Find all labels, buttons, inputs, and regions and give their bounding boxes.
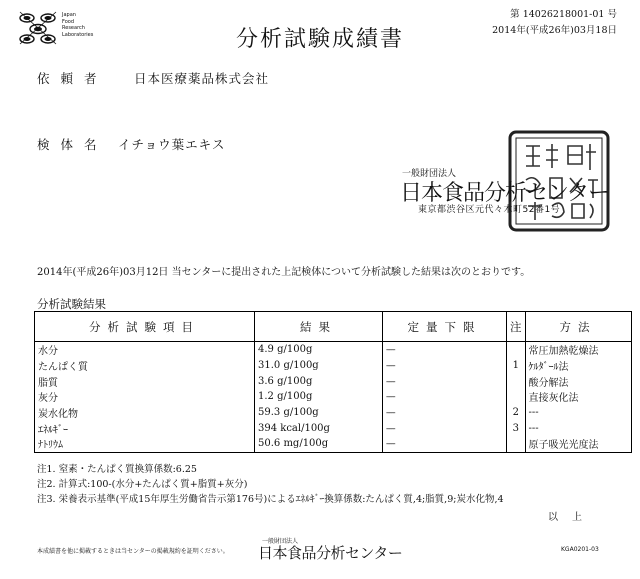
column-header-method: 方法 — [525, 312, 631, 342]
row-item: 炭水化物 — [35, 405, 255, 421]
footer-form-code: KGA0201-03 — [561, 546, 599, 553]
row-item: 脂質 — [35, 373, 255, 389]
row-item: ｴﾈﾙｷﾞｰ — [35, 420, 255, 436]
row-method: 常圧加熱乾燥法 — [525, 342, 631, 358]
row-note: 3 — [507, 420, 526, 436]
table-row — [35, 358, 632, 374]
statement-text: 2014年(平成26年)03月12日 当センターに提出された上記検体について分析試験した結果は次のとおりです。 — [37, 267, 531, 278]
row-note: 1 — [507, 358, 526, 374]
table-row — [35, 405, 632, 421]
row-note: 2 — [507, 405, 526, 421]
row-method: 直接灰化法 — [525, 389, 631, 405]
row-note — [507, 436, 526, 452]
row-result: 1.2 g/100g — [255, 389, 383, 405]
footer-notice: 本成績書を他に掲載するときは当センターの掲載規約を証明ください。 — [37, 548, 229, 555]
footer-org-name: 日本食品分析センター — [258, 544, 403, 562]
row-result: 3.6 g/100g — [255, 373, 383, 389]
row-result: 31.0 g/100g — [255, 358, 383, 374]
row-limit: ----- — [383, 358, 507, 374]
table-row — [35, 389, 632, 405]
table-row — [35, 373, 632, 389]
issuer-prefix: 一般財団法人 — [402, 169, 457, 179]
table-row — [35, 342, 632, 358]
row-method: 原子吸光光度法 — [525, 436, 631, 452]
column-header-result: 結果 — [255, 312, 383, 342]
results-heading: 分析試験結果 — [37, 297, 106, 311]
note-3: 注3. 栄養表示基準(平成15年厚生労働省告示第176号)によるｴﾈﾙｷﾞｰ換算係数:たんぱく質,4;脂質,9;炭水化物,4 — [37, 494, 504, 505]
row-limit: ----- — [383, 373, 507, 389]
row-limit: ----- — [383, 420, 507, 436]
issue-date: 2014年(平成26年)03月18日 — [492, 25, 617, 36]
row-limit: ----- — [383, 342, 507, 358]
issuer-name: 日本食品分析センター — [400, 181, 610, 206]
column-header-note: 注 — [507, 312, 526, 342]
table-row — [35, 420, 632, 436]
column-header-limit: 定量下限 — [383, 312, 507, 342]
row-note — [507, 342, 526, 358]
end-mark: 以上 — [548, 512, 596, 523]
client-label: 依頼者 — [37, 71, 108, 86]
logo-line: Japan — [62, 12, 76, 18]
row-limit: ----- — [383, 436, 507, 452]
logo-line: Food — [62, 18, 74, 25]
column-header-item: 分析試験項目 — [35, 312, 255, 342]
row-method: --- — [525, 405, 631, 421]
row-note — [507, 373, 526, 389]
document-number: 第 14026218001-01 号 — [510, 9, 617, 20]
row-result: 394 kcal/100g — [255, 420, 383, 436]
row-result: 59.3 g/100g — [255, 405, 383, 421]
document-title: 分析試験成績書 — [235, 27, 404, 52]
row-result: 50.6 mg/100g — [255, 436, 383, 452]
row-method: --- — [525, 420, 631, 436]
results-table — [34, 311, 632, 453]
table-row — [35, 436, 632, 452]
note-2: 注2. 計算式:100-(水分+たんぱく質+脂質+灰分) — [37, 479, 248, 490]
logo-line: Laboratories — [62, 31, 94, 38]
row-item: たんぱく質 — [35, 358, 255, 374]
footer-org-prefix: 一般財団法人 — [262, 538, 299, 545]
row-method: 酸分解法 — [525, 373, 631, 389]
row-limit: ----- — [383, 389, 507, 405]
sample-label: 検体名 — [37, 137, 108, 152]
row-method: ｹﾙﾀﾞｰﾙ法 — [525, 358, 631, 374]
logo-line: Research — [62, 25, 85, 31]
table-header-row — [35, 312, 632, 342]
row-note — [507, 389, 526, 405]
issuer-address: 東京都渋谷区元代々木町52番1号 — [418, 205, 561, 215]
note-1: 注1. 窒素・たんぱく質換算係数:6.25 — [37, 464, 197, 475]
row-result: 4.9 g/100g — [255, 342, 383, 358]
row-item: ﾅﾄﾘｳﾑ — [35, 436, 255, 452]
client-value: 日本医療薬品株式会社 — [134, 71, 270, 86]
row-limit: ----- — [383, 405, 507, 421]
row-item: 灰分 — [35, 389, 255, 405]
row-item: 水分 — [35, 342, 255, 358]
sample-value: イチョウ葉エキス — [118, 137, 226, 152]
